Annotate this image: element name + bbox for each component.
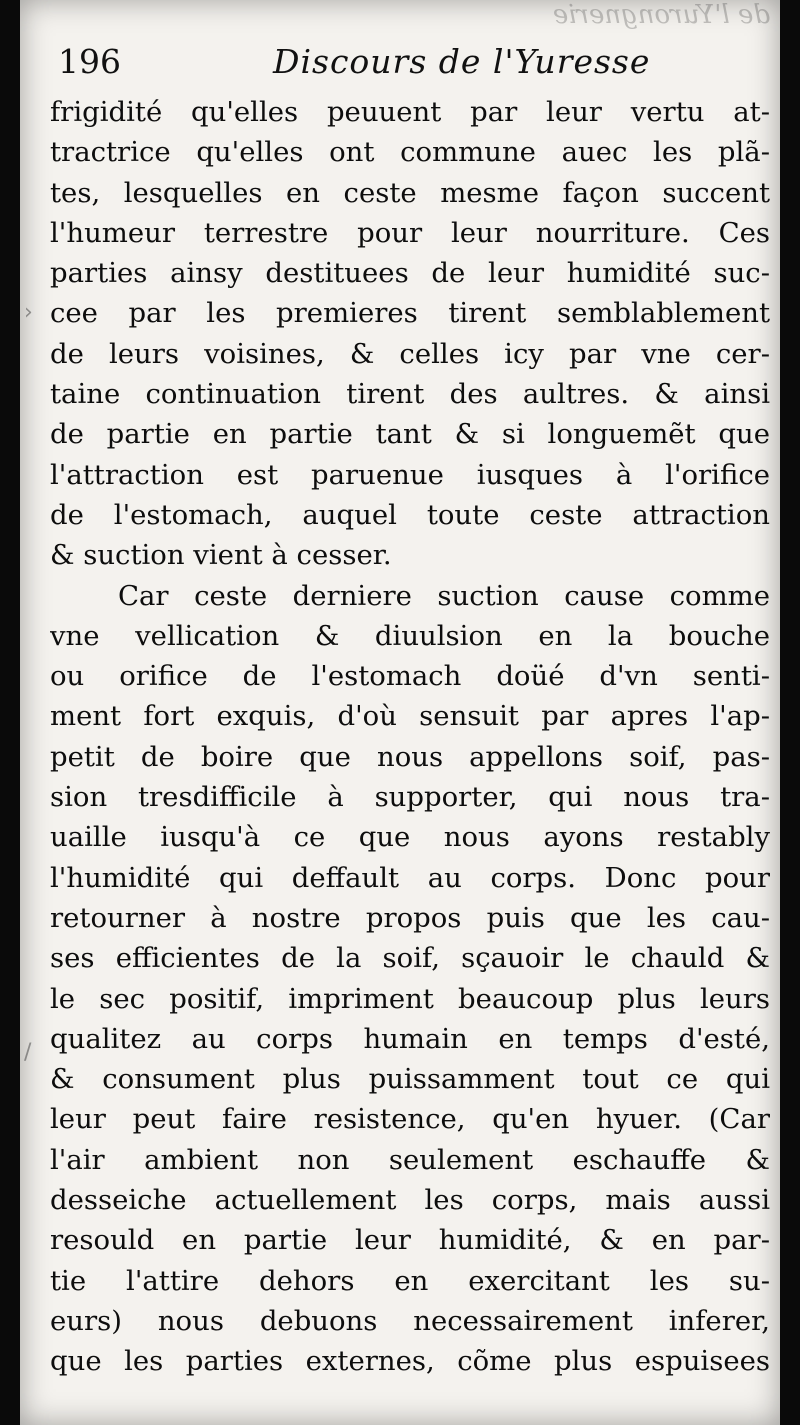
text-line: taine continuation tirent des aultres. & ainsi [50,378,770,411]
text-line: sion tresdifficile à supporter, qui nous tra- [50,781,770,814]
text-line: tractrice qu'elles ont commune auec les plã- [50,136,770,169]
text-line: ment fort exquis, d'où sensuit par apres l'ap- [50,700,770,733]
margin-mark-icon: / [24,1040,32,1065]
text-line: & consument plus puissamment tout ce qui [50,1063,770,1096]
text-line: resould en partie leur humidité, & en par- [50,1224,770,1257]
text-line: frigidité qu'elles peuuent par leur vertu at- [50,96,770,128]
text-line: tes, lesquelles en ceste mesme façon succent [50,176,770,209]
text-line: petit de boire que nous appellons soif, pas- [50,740,770,773]
text-line: parties ainsy destituees de leur humidité suc- [50,257,770,290]
text-line: tie l'attire dehors en exercitant les su- [50,1264,770,1297]
text-line: l'air ambient non seulement eschauffe & [50,1143,770,1176]
text-line: vne vellication & diuulsion en la bouche [50,619,770,652]
text-line: de leurs voisines, & celles icy par vne cer- [50,337,770,370]
page-number: 196 [58,42,121,81]
text-line: l'attraction est paruenue iusques à l'orifice [50,458,770,491]
text-line: de l'estomach, auquel toute ceste attraction [50,498,770,531]
bleed-through-text: de l'Yurongnerie [552,0,770,30]
body-text [50,92,770,1382]
text-line-paragraph-end: & suction vient à cesser. [50,539,392,572]
text-line: desseiche actuellement les corps, mais aussi [50,1184,770,1217]
text-line: l'humeur terrestre pour leur nourriture. Ces [50,216,770,249]
book-page [20,0,780,1425]
text-line: de partie en partie tant & si longuemẽt que [50,418,770,451]
text-line: ses efficientes de la soif, sçauoir le chauld & [50,942,770,975]
text-line: ou orifice de l'estomach doüé d'vn senti- [50,660,770,693]
text-line: cee par les premieres tirent semblablement [50,297,770,330]
margin-mark-icon: › [24,300,33,325]
text-line: le sec positif, impriment beaucoup plus leurs [50,982,770,1015]
text-line-paragraph-start: Car ceste derniere suction cause comme [118,579,770,612]
text-line: eurs) nous debuons necessairement inferer, [50,1304,770,1337]
text-line: que les parties externes, cõme plus espuisees [50,1345,770,1378]
page-header [58,42,758,92]
text-line: l'humidité qui deffault au corps. Donc pour [50,861,770,894]
text-line: uaille iusqu'à ce que nous ayons restably [50,821,770,854]
running-title: Discours de l'Yuresse [273,42,651,81]
text-line: retourner à nostre propos puis que les cau- [50,901,770,934]
text-line: qualitez au corps humain en temps d'esté, [50,1022,770,1055]
text-line: leur peut faire resistence, qu'en hyuer. (Car [50,1103,770,1136]
